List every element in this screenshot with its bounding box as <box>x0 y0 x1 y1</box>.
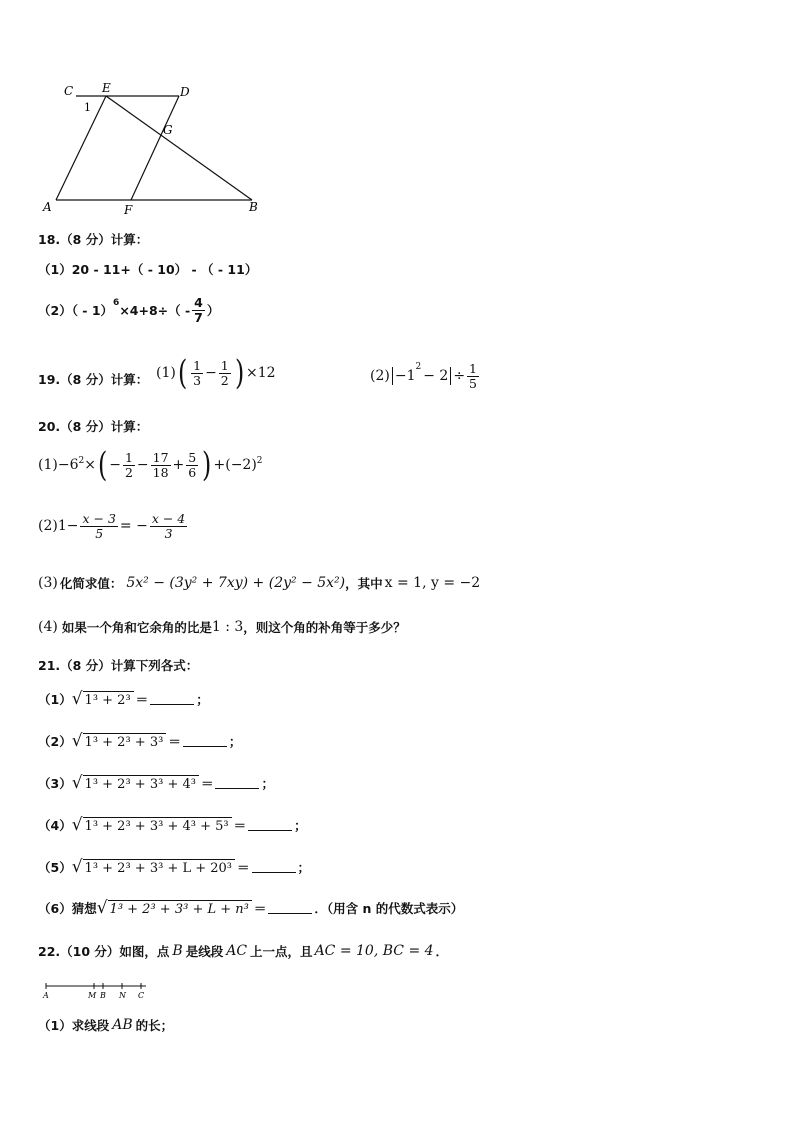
answer-blank-2[interactable] <box>183 735 227 747</box>
q18-heading: 18.（8 分）计算： <box>38 232 149 247</box>
q18-part2 <box>38 296 219 325</box>
q19-part1: (1) ( $\frac{1}{3}$ − $\frac{1}{2}$ ) ×12 <box>156 353 276 393</box>
seg-label-b: B <box>100 991 106 1000</box>
q18-p2-fraction: $\frac{4}{7}$ <box>194 295 203 325</box>
line-ae <box>56 96 106 200</box>
label-angle-1: 1 <box>84 101 91 114</box>
label-g: G <box>163 123 173 137</box>
seg-label-n: N <box>119 991 126 1000</box>
line-segment-figure <box>40 980 160 1004</box>
q18-p2-end: ） <box>206 303 220 319</box>
q22-heading: 22.（10 分）如图，点 B 是线段 AC 上一点，且 AC = 10, BC = 4 ． <box>38 943 449 959</box>
q21-item-2: （2） √ 1³ + 2³ + 3³ ＝ ； <box>38 730 242 751</box>
q21-item-4: （4） √ 1³ + 2³ + 3³ + 4³ + 5³ ＝ ； <box>38 814 307 835</box>
answer-blank-4[interactable] <box>248 819 292 831</box>
line-eb <box>106 96 252 200</box>
q20-part1: (1) −6 $^2$ × ( − $\frac{1}{2}$ − $\frac{17}{18}$ + $\frac{5}{6}$ ) +(−2) $^2$ <box>38 445 263 485</box>
q21-item-3: （3） √ 1³ + 2³ + 3³ + 4³ ＝ ； <box>38 772 274 793</box>
q20-part4: (4) 如果一个角和它余角的比是 1 : 3 ，则这个角的补角等于多少？ <box>38 619 406 635</box>
q20-part2: (2)1− $\frac{x - 3}{5}$ = − $\frac{x - 4}{3}$ <box>38 511 186 541</box>
seg-label-c: C <box>138 991 145 1000</box>
q21-item-6: （6）猜想 √ 1³ + 2³ + 3³ + L + n³ ＝ ．（用含 n 的代数式表示） <box>38 897 464 918</box>
q22-part1: （1）求线段 AB 的长； <box>38 1017 174 1033</box>
seg-label-a: A <box>43 991 49 1000</box>
line-fd <box>131 96 179 200</box>
geometry-figure <box>36 80 276 220</box>
label-f: F <box>124 203 133 217</box>
answer-blank-3[interactable] <box>215 777 259 789</box>
label-c: C <box>64 84 74 98</box>
q18-p2-exp: 6 <box>113 298 120 308</box>
seg-label-m: M <box>88 991 97 1000</box>
q21-item-1: （1） √ 1³ + 2³ ＝ ； <box>38 688 209 709</box>
q21-item-5: （5） √ 1³ + 2³ + 3³ + L + 20³ ＝ ； <box>38 856 311 877</box>
q19-part2: (2) −1 $^2$ − 2 ÷ $\frac{1}{5}$ <box>370 361 477 391</box>
q18-p2-pre: （2）（ - 1） <box>38 303 114 319</box>
q18-part1: （1）20 - 11+（ - 10） - （ - 11） <box>38 262 258 277</box>
label-a: A <box>43 200 52 214</box>
answer-blank-5[interactable] <box>252 861 296 873</box>
q19-heading: 19.（8 分）计算： <box>38 372 149 387</box>
q18-p2-mid: ×4+8÷（ - <box>119 303 191 319</box>
answer-blank-1[interactable] <box>150 693 194 705</box>
label-e: E <box>102 81 111 95</box>
answer-blank-6[interactable] <box>268 902 312 914</box>
q20-part3: (3) 化简求值： 5x² − (3y² + 7xy) + (2y² − 5x²) ，其中 x = 1, y = −2 <box>38 575 481 591</box>
q21-heading: 21.（8 分）计算下列各式： <box>38 658 199 673</box>
label-d: D <box>180 85 190 99</box>
label-b: B <box>249 200 258 214</box>
q20-heading: 20.（8 分）计算： <box>38 419 149 434</box>
